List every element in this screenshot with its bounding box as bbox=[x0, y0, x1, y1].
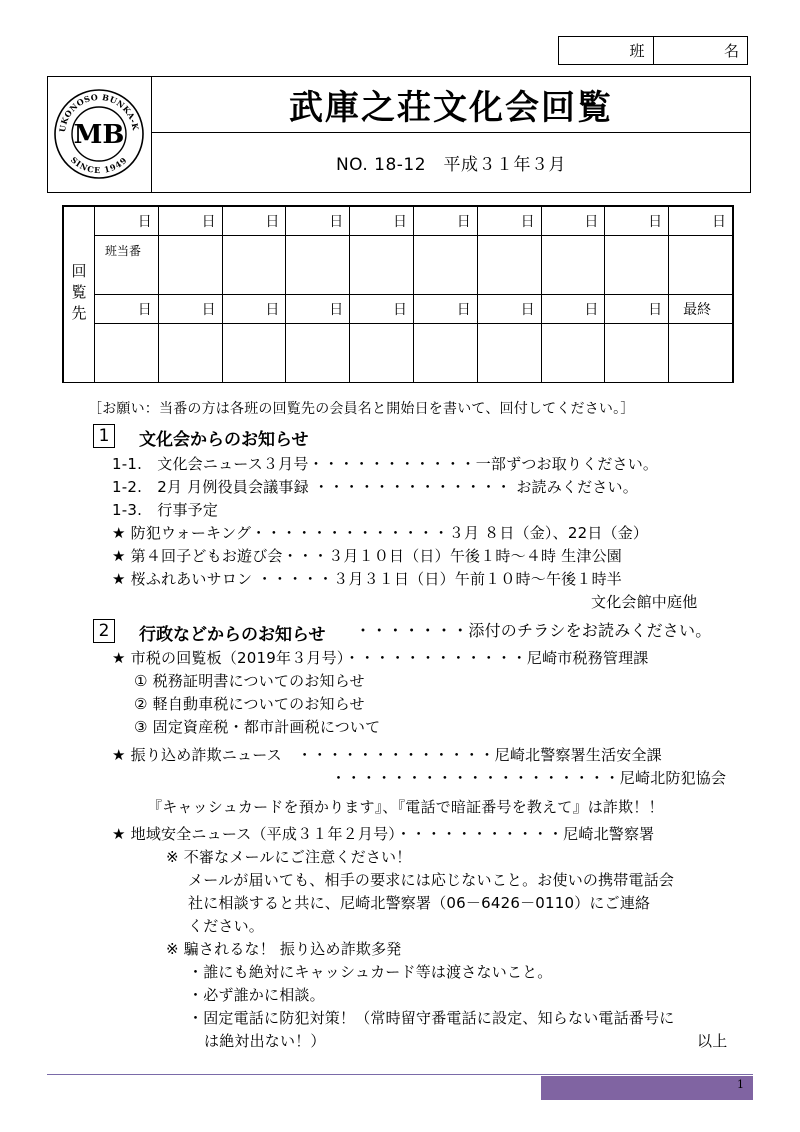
member-cell bbox=[95, 324, 159, 383]
list-item: ★ 防犯ウォーキング・・・・・・・・・・・・・３月 ８日（金）、22日（金） bbox=[112, 524, 649, 542]
group-label: 班 bbox=[559, 37, 654, 64]
day-cell: 日 bbox=[350, 207, 414, 236]
page-title: 武庫之荘文化会回覧 bbox=[152, 77, 750, 133]
logo-ring-top: UKONOSO BUNKA-K bbox=[56, 91, 141, 133]
circulation-table bbox=[62, 205, 734, 383]
request-note: ［お願い：当番の方は各班の回覧先の会員名と開始日を書いて、回付してください。］ bbox=[88, 401, 635, 417]
header-box bbox=[47, 76, 751, 193]
list-item: ① 税務証明書についてのお知らせ bbox=[134, 672, 365, 690]
logo-ring-bottom: SINCE 1949 bbox=[68, 154, 130, 176]
day-cell: 日 bbox=[413, 207, 477, 236]
list-item: ★ 市税の回覧板（2019年３月号）・・・・・・・・・・・・尼崎市税務管理課 bbox=[112, 649, 649, 667]
section-title: 行政などからのお知らせ bbox=[139, 625, 326, 645]
day-cell: 日 bbox=[541, 207, 605, 236]
list-item: ★ 振り込め詐欺ニュース ・・・・・・・・・・・・・尼崎北警察署生活安全課 bbox=[112, 746, 662, 764]
member-cell bbox=[350, 236, 414, 295]
member-cell bbox=[158, 324, 222, 383]
list-item: ★ 第４回子どもお遊び会・・・３月１０日（日）午後１時～４時 生津公園 bbox=[112, 547, 622, 565]
section-number: 1 bbox=[93, 424, 115, 448]
footer-line bbox=[47, 1074, 753, 1075]
member-cell bbox=[477, 324, 541, 383]
member-cell bbox=[286, 324, 350, 383]
day-cell: 日 bbox=[477, 207, 541, 236]
circulation-side-label: 回覧先 bbox=[64, 207, 95, 383]
list-item: ※ 騙されるな！ 振り込め詐欺多発 bbox=[166, 940, 402, 958]
logo-cell bbox=[48, 77, 152, 192]
list-item: ③ 固定資産税・都市計画税について bbox=[134, 718, 381, 736]
logo-initials: MB bbox=[73, 120, 125, 150]
day-cell: 日 bbox=[222, 295, 286, 324]
section-number: 2 bbox=[93, 619, 115, 643]
day-cell: 日 bbox=[158, 207, 222, 236]
member-cell bbox=[669, 236, 733, 295]
list-item: 1-3. 行事予定 bbox=[112, 501, 219, 519]
last-cell: 最終 bbox=[669, 295, 733, 324]
day-cell: 日 bbox=[413, 295, 477, 324]
list-item: ★ 地域安全ニュース（平成３１年２月号）・・・・・・・・・・・尼崎北警察署 bbox=[112, 825, 655, 843]
member-cell bbox=[605, 324, 669, 383]
member-cell bbox=[541, 236, 605, 295]
list-item: ・必ず誰かに相談。 bbox=[188, 986, 325, 1004]
day-cell: 日 bbox=[477, 295, 541, 324]
day-cell: 日 bbox=[605, 207, 669, 236]
list-item: ・・・・・・・・・・・・・・・・・・・尼崎北防犯協会 bbox=[331, 769, 727, 787]
list-item: ・誰にも絶対にキャッシュカード等は渡さないこと。 bbox=[188, 963, 553, 981]
member-cell bbox=[286, 236, 350, 295]
page-number: 1 bbox=[737, 1078, 744, 1091]
day-cell: 日 bbox=[95, 295, 159, 324]
list-item: ② 軽自動車税についてのお知らせ bbox=[134, 695, 365, 713]
list-item: メールが届いても、相手の要求には応じないこと。お使いの携帯電話会 bbox=[188, 871, 675, 889]
duty-label: 班当番 bbox=[105, 244, 142, 258]
issue-number: NO. 18-12 平成３１年３月 bbox=[335, 155, 567, 175]
member-cell bbox=[95, 236, 159, 295]
member-cell bbox=[222, 236, 286, 295]
warning-line: 『キャッシュカードを預かります』、『電話で暗証番号を教えて』は詐欺！！ bbox=[147, 798, 664, 816]
name-label: 名 bbox=[723, 42, 739, 60]
group-name-box bbox=[558, 36, 748, 65]
footer-bar bbox=[541, 1076, 753, 1100]
day-cell: 日 bbox=[669, 207, 733, 236]
list-item: ・固定電話に防犯対策！（常時留守番電話に設定、知らない電話番号に bbox=[188, 1009, 675, 1027]
day-cell: 日 bbox=[95, 207, 159, 236]
member-cell bbox=[222, 324, 286, 383]
member-cell bbox=[605, 236, 669, 295]
member-cell bbox=[477, 236, 541, 295]
day-cell: 日 bbox=[350, 295, 414, 324]
day-cell: 日 bbox=[541, 295, 605, 324]
list-item: 1-2. 2月 月例役員会議事録 ・・・・・・・・・・・・・ お読みください。 bbox=[112, 478, 638, 496]
mb-logo bbox=[48, 77, 150, 191]
list-item: 社に相談すると共に、尼崎北警察署（06－6426－0110）にご連絡 bbox=[188, 894, 651, 912]
closing-mark: 以上 bbox=[697, 1032, 728, 1050]
list-item: ★ 桜ふれあいサロン ・・・・・３月３１日（日）午前１０時～午後１時半 bbox=[112, 570, 622, 588]
member-cell bbox=[669, 324, 733, 383]
day-cell: 日 bbox=[605, 295, 669, 324]
member-cell bbox=[158, 236, 222, 295]
day-cell: 日 bbox=[158, 295, 222, 324]
list-item: 文化会館中庭他 bbox=[591, 593, 698, 611]
member-cell bbox=[413, 236, 477, 295]
list-item: ください。 bbox=[188, 917, 265, 935]
day-cell: 日 bbox=[286, 295, 350, 324]
section-title: 文化会からのお知らせ bbox=[139, 430, 309, 450]
list-item: ※ 不審なメールにご注意ください！ bbox=[166, 848, 412, 866]
list-item: 1-1. 文化会ニュース３月号・・・・・・・・・・・一部ずつお取りください。 bbox=[112, 455, 659, 473]
day-cell: 日 bbox=[222, 207, 286, 236]
day-cell: 日 bbox=[286, 207, 350, 236]
section-title-tail: ・・・・・・・添付のチラシをお読みください。 bbox=[355, 621, 712, 640]
member-cell bbox=[350, 324, 414, 383]
member-cell bbox=[541, 324, 605, 383]
list-item: は絶対出ない！） bbox=[204, 1032, 326, 1050]
member-cell bbox=[413, 324, 477, 383]
